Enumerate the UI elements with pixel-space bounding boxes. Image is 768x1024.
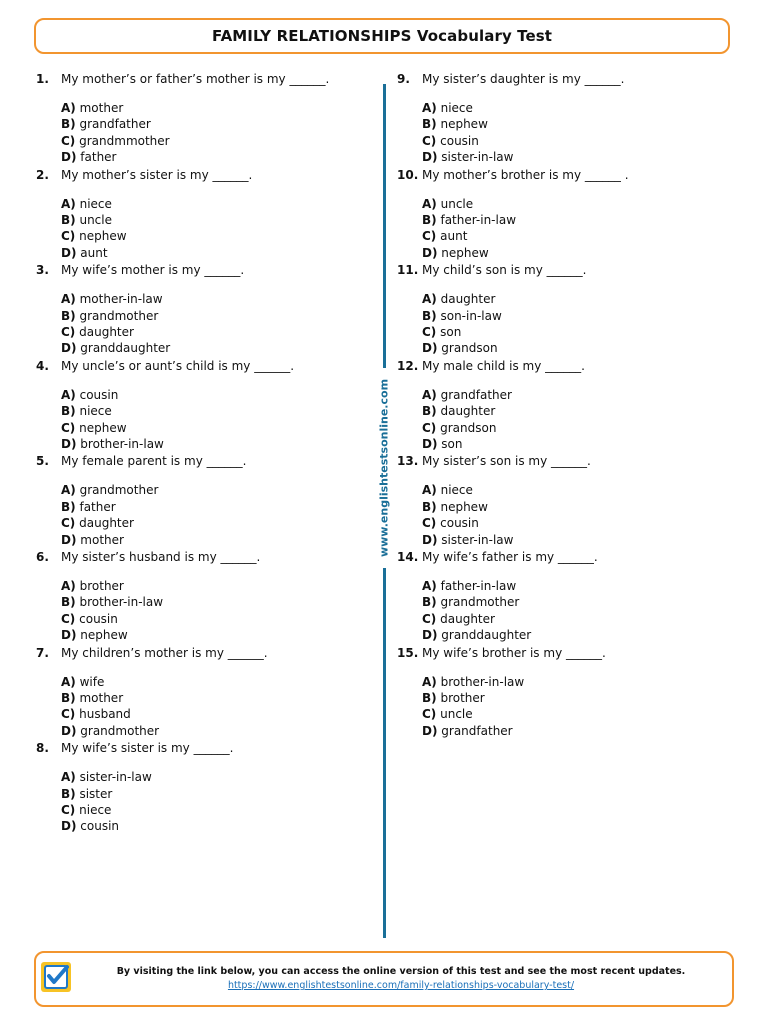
option-letter: B): [61, 213, 76, 227]
option-letter: B): [61, 595, 76, 610]
question-item: [397, 263, 737, 359]
answer-option: [61, 482, 158, 498]
answer-option: [61, 291, 170, 307]
option-text: niece: [79, 404, 112, 419]
question-number: 13.: [397, 454, 419, 469]
option-text: daughter: [79, 516, 134, 531]
answer-options: [422, 578, 531, 644]
option-letter: A): [61, 674, 76, 689]
option-text: grandmother: [79, 483, 159, 498]
answer-option: [422, 196, 516, 212]
answer-option: [422, 690, 524, 706]
question-item: [36, 263, 376, 359]
question-text: My female parent is my ______.: [61, 454, 247, 469]
option-text: father-in-law: [440, 213, 517, 227]
answer-option: [422, 324, 502, 340]
question-item: [397, 359, 737, 455]
option-letter: B): [422, 308, 437, 323]
option-letter: C): [61, 802, 76, 817]
question-number: 1.: [36, 72, 49, 86]
answer-options: [61, 387, 164, 453]
answer-option: [422, 706, 524, 722]
option-text: cousin: [79, 611, 118, 626]
answer-option: [61, 196, 127, 212]
answer-option: [61, 212, 127, 228]
answer-option: [422, 611, 531, 627]
option-text: nephew: [79, 229, 127, 244]
answer-option: [61, 308, 170, 324]
answer-options: [61, 100, 170, 166]
option-letter: C): [61, 325, 76, 339]
option-text: cousin: [80, 819, 120, 834]
option-text: aunt: [440, 229, 468, 244]
option-letter: B): [422, 213, 437, 227]
option-letter: D): [61, 341, 77, 356]
questions-right-column: [397, 72, 737, 741]
option-text: mother: [79, 101, 124, 115]
option-text: grandmmother: [79, 133, 170, 148]
question-number: 12.: [397, 358, 419, 373]
question-number: 4.: [36, 358, 49, 373]
option-text: grandfather: [440, 387, 512, 402]
option-letter: C): [422, 133, 437, 148]
question-text: My children’s mother is my ______.: [61, 645, 268, 660]
option-letter: B): [61, 786, 76, 801]
option-letter: B): [61, 690, 76, 705]
option-text: father: [79, 499, 116, 514]
option-letter: D): [61, 150, 77, 165]
answer-option: [61, 723, 159, 739]
question-number: 11.: [397, 263, 419, 278]
option-letter: C): [422, 516, 437, 531]
answer-option: [422, 482, 513, 498]
option-text: brother-in-law: [79, 595, 164, 610]
option-letter: D): [422, 628, 438, 643]
option-text: sister-in-law: [441, 532, 514, 547]
answer-option: [422, 308, 502, 324]
question-number: 10.: [397, 167, 419, 182]
option-text: grandson: [441, 341, 498, 356]
question-text: My sister’s son is my ______.: [422, 454, 591, 469]
question-item: [36, 359, 376, 455]
option-text: brother: [79, 578, 124, 593]
question-text: My uncle’s or aunt’s child is my ______.: [61, 358, 295, 373]
option-text: brother-in-law: [80, 437, 164, 451]
answer-option: [422, 436, 512, 452]
option-letter: D): [422, 341, 438, 356]
option-letter: D): [422, 150, 438, 165]
option-text: grandson: [440, 420, 497, 435]
option-letter: C): [61, 133, 76, 148]
option-text: grandmother: [79, 308, 159, 323]
option-letter: C): [61, 420, 76, 435]
answer-option: [61, 594, 163, 610]
answer-option: [61, 674, 159, 690]
option-text: daughter: [79, 325, 134, 339]
answer-option: [61, 690, 159, 706]
option-text: niece: [440, 483, 473, 498]
footer-box: [34, 951, 734, 1007]
option-letter: A): [422, 101, 437, 115]
question-number: 8.: [36, 741, 49, 756]
option-text: daughter: [440, 611, 495, 626]
option-text: grandmother: [440, 595, 520, 610]
answer-option: [61, 100, 170, 116]
option-letter: B): [422, 117, 437, 132]
question-text: My wife’s father is my ______.: [422, 549, 598, 564]
questions-left-column: [36, 72, 376, 837]
question-text: My mother’s brother is my ______ .: [422, 167, 629, 182]
answer-options: [61, 482, 158, 548]
option-text: niece: [79, 802, 112, 817]
option-text: mother-in-law: [79, 292, 163, 307]
question-number: 5.: [36, 454, 49, 469]
answer-option: [61, 515, 158, 531]
answer-options: [61, 196, 127, 262]
question-number: 15.: [397, 645, 419, 660]
option-text: cousin: [440, 516, 479, 531]
answer-option: [61, 228, 127, 244]
question-item: [36, 550, 376, 646]
option-letter: B): [422, 690, 437, 705]
question-number: 9.: [397, 72, 410, 86]
option-letter: B): [61, 308, 76, 323]
answer-option: [61, 340, 170, 356]
answer-options: [61, 769, 152, 835]
option-letter: D): [422, 437, 438, 451]
option-text: daughter: [440, 404, 496, 419]
option-letter: B): [61, 117, 76, 132]
answer-option: [61, 403, 164, 419]
answer-option: [61, 116, 170, 132]
answer-option: [61, 627, 163, 643]
answer-option: [422, 420, 512, 436]
answer-option: [422, 212, 516, 228]
option-text: brother: [440, 690, 485, 705]
question-number: 7.: [36, 645, 49, 660]
option-text: father-in-law: [440, 578, 517, 593]
answer-option: [422, 149, 513, 165]
answer-option: [61, 324, 170, 340]
option-text: grandmother: [80, 723, 160, 738]
question-number: 6.: [36, 549, 49, 564]
question-item: [397, 168, 737, 264]
option-text: sister-in-law: [79, 770, 152, 785]
option-letter: D): [61, 532, 77, 547]
answer-option: [422, 228, 516, 244]
answer-option: [422, 627, 531, 643]
option-letter: B): [61, 404, 76, 419]
answer-options: [422, 674, 524, 740]
title-box: [34, 18, 730, 54]
answer-option: [61, 436, 164, 452]
option-text: sister-in-law: [441, 150, 514, 165]
question-item: [36, 168, 376, 264]
option-letter: C): [422, 229, 437, 244]
option-text: aunt: [80, 245, 108, 260]
question-text: My sister’s daughter is my ______.: [422, 72, 625, 86]
answer-option: [61, 499, 158, 515]
question-text: My child’s son is my ______.: [422, 263, 587, 278]
answer-option: [422, 340, 502, 356]
answer-option: [61, 706, 159, 722]
footer-text: By visiting the link below, you can access the online version of this test and see the most recent updates.: [116, 966, 686, 977]
option-text: son: [440, 325, 462, 339]
option-letter: A): [422, 483, 437, 498]
option-text: husband: [79, 707, 131, 722]
answer-options: [422, 100, 513, 166]
option-text: nephew: [80, 628, 128, 643]
option-text: granddaughter: [80, 341, 171, 356]
answer-option: [422, 133, 513, 149]
option-letter: C): [422, 611, 437, 626]
question-item: [36, 454, 376, 550]
answer-options: [422, 387, 512, 453]
option-letter: D): [61, 819, 77, 834]
option-letter: D): [61, 437, 77, 451]
option-letter: B): [422, 499, 437, 514]
option-letter: A): [61, 483, 76, 498]
option-letter: C): [61, 229, 76, 244]
option-letter: A): [61, 770, 76, 785]
question-item: [36, 741, 376, 837]
option-letter: C): [422, 707, 437, 722]
option-letter: C): [61, 611, 76, 626]
option-letter: B): [422, 595, 437, 610]
answer-option: [61, 769, 152, 785]
option-letter: A): [422, 196, 437, 211]
answer-option: [422, 674, 524, 690]
option-text: uncle: [79, 213, 112, 227]
page-title: FAMILY RELATIONSHIPS Vocabulary Test: [211, 27, 553, 45]
question-item: [397, 454, 737, 550]
answer-option: [61, 245, 127, 261]
question-text: My wife’s brother is my ______.: [422, 645, 606, 660]
answer-option: [61, 133, 170, 149]
option-letter: D): [61, 723, 77, 738]
option-text: daughter: [440, 292, 496, 307]
option-letter: A): [61, 387, 76, 402]
question-text: My mother’s or father’s mother is my ______.: [61, 72, 330, 86]
answer-options: [422, 196, 516, 262]
answer-option: [61, 786, 152, 802]
answer-options: [61, 578, 163, 644]
option-text: nephew: [440, 117, 488, 132]
option-text: grandfather: [441, 723, 513, 738]
option-letter: D): [422, 245, 438, 260]
option-text: granddaughter: [441, 628, 532, 643]
answer-option: [61, 802, 152, 818]
option-text: cousin: [440, 133, 479, 148]
answer-option: [422, 100, 513, 116]
option-text: nephew: [441, 245, 489, 260]
answer-option: [422, 403, 512, 419]
answer-options: [422, 291, 502, 357]
footer-link[interactable]: https://www.englishtestsonline.com/family-relationships-vocabulary-test/: [227, 980, 575, 991]
option-text: mother: [80, 532, 124, 547]
question-item: [397, 550, 737, 646]
answer-option: [61, 420, 164, 436]
question-number: 2.: [36, 167, 49, 182]
answer-option: [422, 291, 502, 307]
watermark-url: www.englishtestsonline.com: [377, 378, 391, 558]
answer-option: [61, 611, 163, 627]
option-letter: A): [61, 196, 76, 211]
option-text: sister: [79, 786, 113, 801]
answer-option: [422, 499, 513, 515]
option-letter: A): [422, 674, 437, 689]
option-letter: A): [61, 578, 76, 593]
option-text: son-in-law: [440, 308, 502, 323]
answer-option: [61, 818, 152, 834]
question-text: My wife’s mother is my ______.: [61, 263, 245, 278]
option-letter: A): [61, 292, 76, 307]
option-letter: D): [422, 532, 438, 547]
option-text: cousin: [79, 387, 119, 402]
option-letter: C): [61, 707, 76, 722]
option-text: mother: [79, 690, 124, 705]
option-text: niece: [440, 101, 473, 115]
answer-option: [61, 578, 163, 594]
option-letter: C): [422, 325, 437, 339]
option-text: wife: [79, 674, 105, 689]
question-number: 3.: [36, 263, 49, 278]
answer-option: [422, 723, 524, 739]
option-text: father: [80, 150, 117, 165]
option-text: nephew: [79, 420, 127, 435]
option-letter: D): [61, 628, 77, 643]
question-text: My mother’s sister is my ______.: [61, 167, 253, 182]
question-item: [397, 72, 737, 168]
option-letter: D): [422, 723, 438, 738]
answer-option: [61, 532, 158, 548]
answer-options: [61, 674, 159, 740]
column-divider-bottom: [383, 568, 386, 938]
answer-option: [422, 532, 513, 548]
answer-option: [422, 116, 513, 132]
answer-option: [422, 387, 512, 403]
option-text: son: [441, 437, 463, 451]
question-text: My sister’s husband is my ______.: [61, 549, 261, 564]
option-letter: B): [61, 499, 76, 514]
option-text: brother-in-law: [440, 674, 525, 689]
option-letter: D): [61, 245, 77, 260]
option-letter: B): [422, 404, 437, 419]
option-letter: A): [422, 578, 437, 593]
answer-option: [422, 245, 516, 261]
question-number: 14.: [397, 549, 419, 564]
option-letter: C): [61, 516, 76, 531]
question-text: My wife’s sister is my ______.: [61, 741, 234, 756]
column-divider-top: [383, 84, 386, 368]
option-text: nephew: [440, 499, 488, 514]
question-text: My male child is my ______.: [422, 358, 585, 373]
option-text: uncle: [440, 707, 473, 722]
answer-options: [422, 482, 513, 548]
answer-option: [422, 578, 531, 594]
answer-option: [61, 149, 170, 165]
question-item: [36, 646, 376, 742]
answer-option: [422, 594, 531, 610]
option-text: uncle: [440, 196, 474, 211]
option-letter: A): [422, 387, 437, 402]
option-letter: A): [61, 101, 76, 115]
question-item: [397, 646, 737, 742]
answer-options: [61, 291, 170, 357]
checkbox-check-icon: [40, 961, 72, 993]
option-letter: C): [422, 420, 437, 435]
option-text: niece: [79, 196, 112, 211]
answer-option: [422, 515, 513, 531]
option-text: grandfather: [79, 117, 151, 132]
option-letter: A): [422, 292, 437, 307]
question-item: [36, 72, 376, 168]
answer-option: [61, 387, 164, 403]
